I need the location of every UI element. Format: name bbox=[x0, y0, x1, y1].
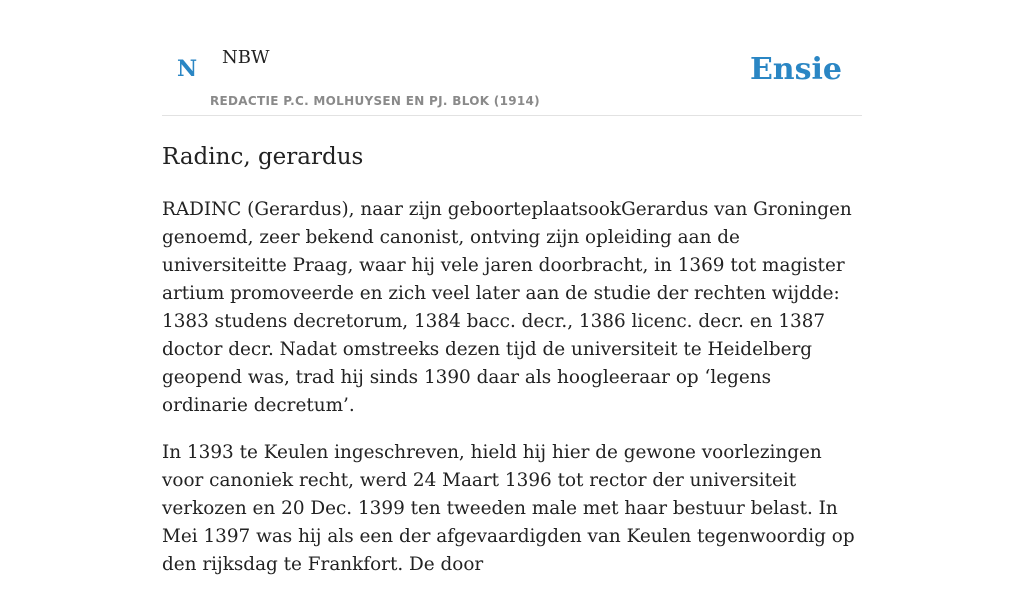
ensie-logo[interactable]: Ensie bbox=[749, 52, 842, 87]
content-container bbox=[162, 0, 862, 598]
source-subtitle: REDACTIE P.C. MOLHUYSEN EN PJ. BLOK (1914) bbox=[210, 94, 540, 108]
article-paragraph: In 1393 te Keulen ingeschreven, hield hij hier de gewone voorlezingen voor canoniek recht, werd 24 Maart 1396 tot rector der universiteit verkozen en 20 Dec. 1399 ten tweeden male met haar bestuur belast. In Mei 1397 was hij als een der afgevaardigden van Keulen tegenwoordig op den rijksdag te Frankfort. De door bbox=[162, 442, 855, 575]
article-body bbox=[162, 196, 862, 579]
source-name[interactable]: NBW bbox=[222, 47, 270, 68]
article-title: Radinc, gerardus bbox=[162, 144, 364, 170]
source-logo[interactable]: N bbox=[177, 56, 198, 82]
article-paragraph: RADINC (Gerardus), naar zijn geboorteplaatsookGerardus van Groningen genoemd, zeer bekend canonist, ontving zijn opleiding aan de universiteitte Praag, waar hij vele jaren doorbracht, in 1369 tot magister artium promoveerde en zich veel later aan de studie der rechten wijdde: 1383 studens decretorum, 1384 bacc. decr., 1386 licenc. decr. en 1387 doctor decr. Nadat omstreeks dezen tijd de universiteit te Heidelberg geopend was, trad hij sinds 1390 daar als hoogleeraar op ‘legens ordinarie decretum’. bbox=[162, 199, 852, 416]
article-header bbox=[162, 0, 862, 116]
